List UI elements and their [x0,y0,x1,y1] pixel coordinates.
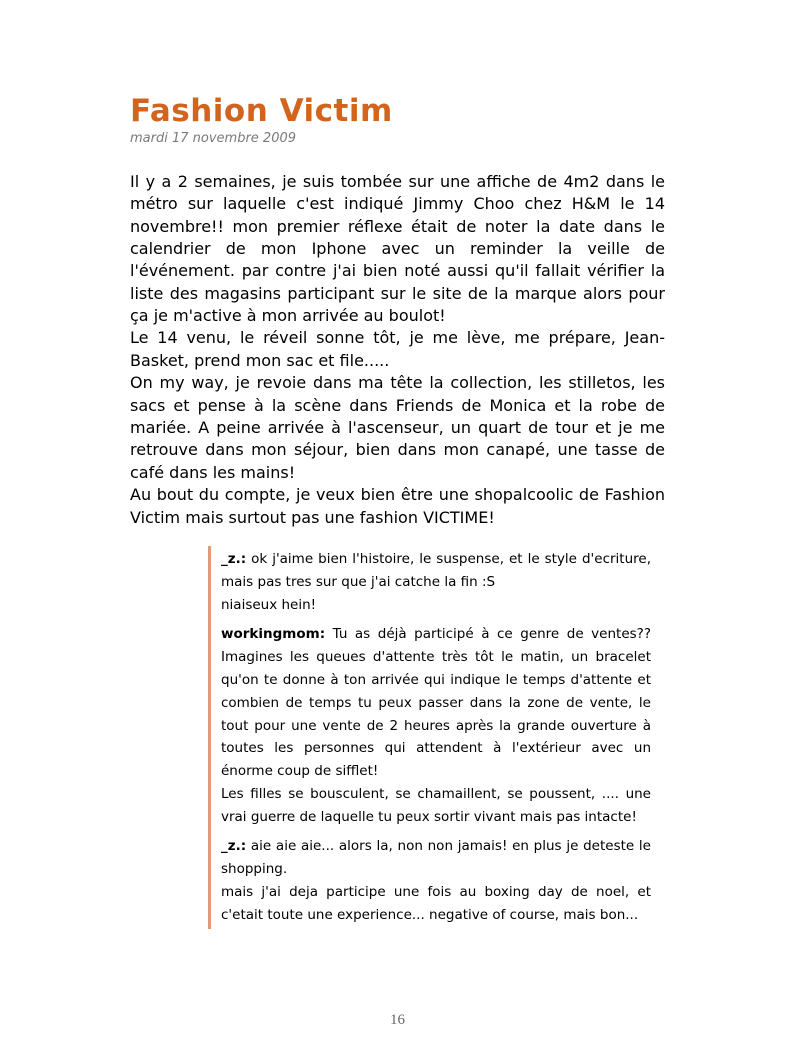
post-date: mardi 17 novembre 2009 [130,130,297,146]
comment: _z.: aie aie aie... alors la, non non jamais! en plus je deteste le shopping. mais j'ai deja participe une fois au boxing day de noel, et c'etait toute une experience... negative of course, mais bon... [221,838,651,924]
comments-block [208,546,651,929]
article-paragraph: Il y a 2 semaines, je suis tombée sur une affiche de 4m2 dans le métro sur laquelle c'est indiqué Jimmy Choo chez H&M le 14 novembre!! mon premier réflexe était de noter la date dans le calendrier de mon Iphone avec un reminder la veille de l'événement. par contre j'ai bien noté aussi qu'il fallait vérifier la liste des magasins participant sur le site de la marque alors pour ça je m'active à mon arrivée au boulot! [130,171,665,326]
article-paragraph: On my way, je revoie dans ma tête la collection, les stilletos, les sacs et pense à la scène dans Friends de Monica et la robe de mariée. A peine arrivée à l'ascenseur, un quart de tour et je me retrouve dans mon séjour, bien dans mon canapé, une tasse de café dans les mains! [130,373,665,482]
article-paragraph: Au bout du compte, je veux bien être une shopalcoolic de Fashion Victim mais surtout pas une fashion VICTIME! [130,485,665,527]
article-paragraph: Le 14 venu, le réveil sonne tôt, je me lève, me prépare, Jean-Basket, prend mon sac et file..... [130,328,665,370]
content-column [130,0,665,929]
page-title: Fashion Victim [130,93,393,129]
article-body [130,171,665,529]
comment-author: workingmom: [221,625,326,642]
page-number: 16 [390,1012,405,1028]
comment-author: _z.: [221,838,247,855]
comment: workingmom: Tu as déjà participé à ce genre de ventes?? Imagines les queues d'attente très tôt le matin, un bracelet qu'on te donne à ton arrivée qui indique le temps d'attente et combien de temps tu peux passer dans la zone de vente, le tout pour une vente de 2 heures après la grande ouverture à toutes les personnes qui attendent à l'extérieur avec un énorme coup de sifflet! Les filles se bousculent, se chamaillent, se poussent, .... une vrai guerre de laquelle tu peux sortir vivant mais pas intacte! [221,625,651,826]
comment: _z.: ok j'aime bien l'histoire, le suspense, et le style d'ecriture, mais pas tres sur que j'ai catche la fin :S niaiseux hein! [221,550,651,613]
comment-author: _z.: [221,550,247,567]
